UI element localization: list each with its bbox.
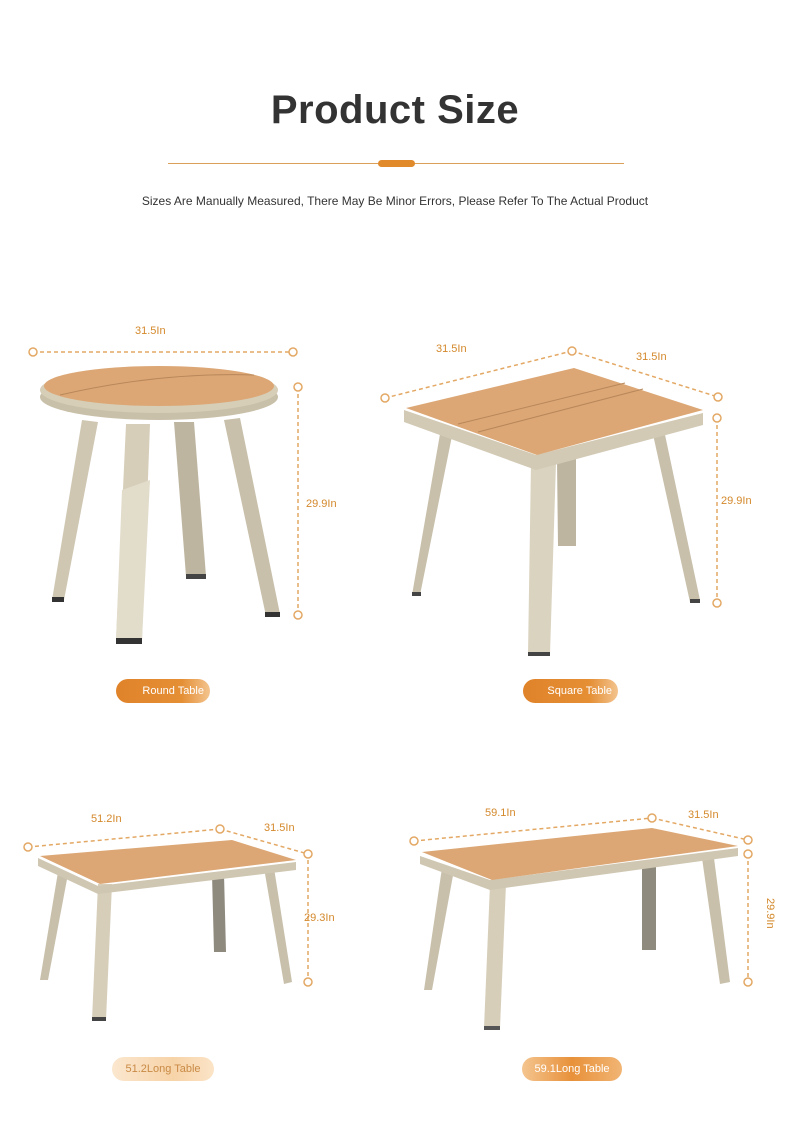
round-height-label: 29.9In — [306, 498, 337, 510]
long59-height-label: 29.9In — [764, 898, 776, 929]
long-table-59-badge: 59.1Long Table — [522, 1057, 622, 1081]
square-length-label: 31.5In — [436, 343, 467, 355]
long59-length-label: 59.1In — [485, 807, 516, 819]
square-table-badge: Square Table — [523, 679, 618, 703]
page-title: Product Size — [270, 88, 520, 132]
long-table-51-badge: 51.2Long Table — [112, 1057, 214, 1081]
square-width-label: 31.5In — [636, 351, 667, 363]
measurement-disclaimer: Sizes Are Manually Measured, There May Be Minor Errors, Please Refer To The Actual Product — [141, 194, 649, 208]
long51-width-label: 31.5In — [264, 822, 295, 834]
round-width-label: 31.5In — [135, 325, 166, 337]
square-height-label: 29.9In — [721, 495, 752, 507]
long51-length-label: 51.2In — [91, 813, 122, 825]
long59-width-label: 31.5In — [688, 809, 719, 821]
round-table-badge: Round Table — [116, 679, 210, 703]
long51-height-label: 29.3In — [304, 912, 335, 924]
